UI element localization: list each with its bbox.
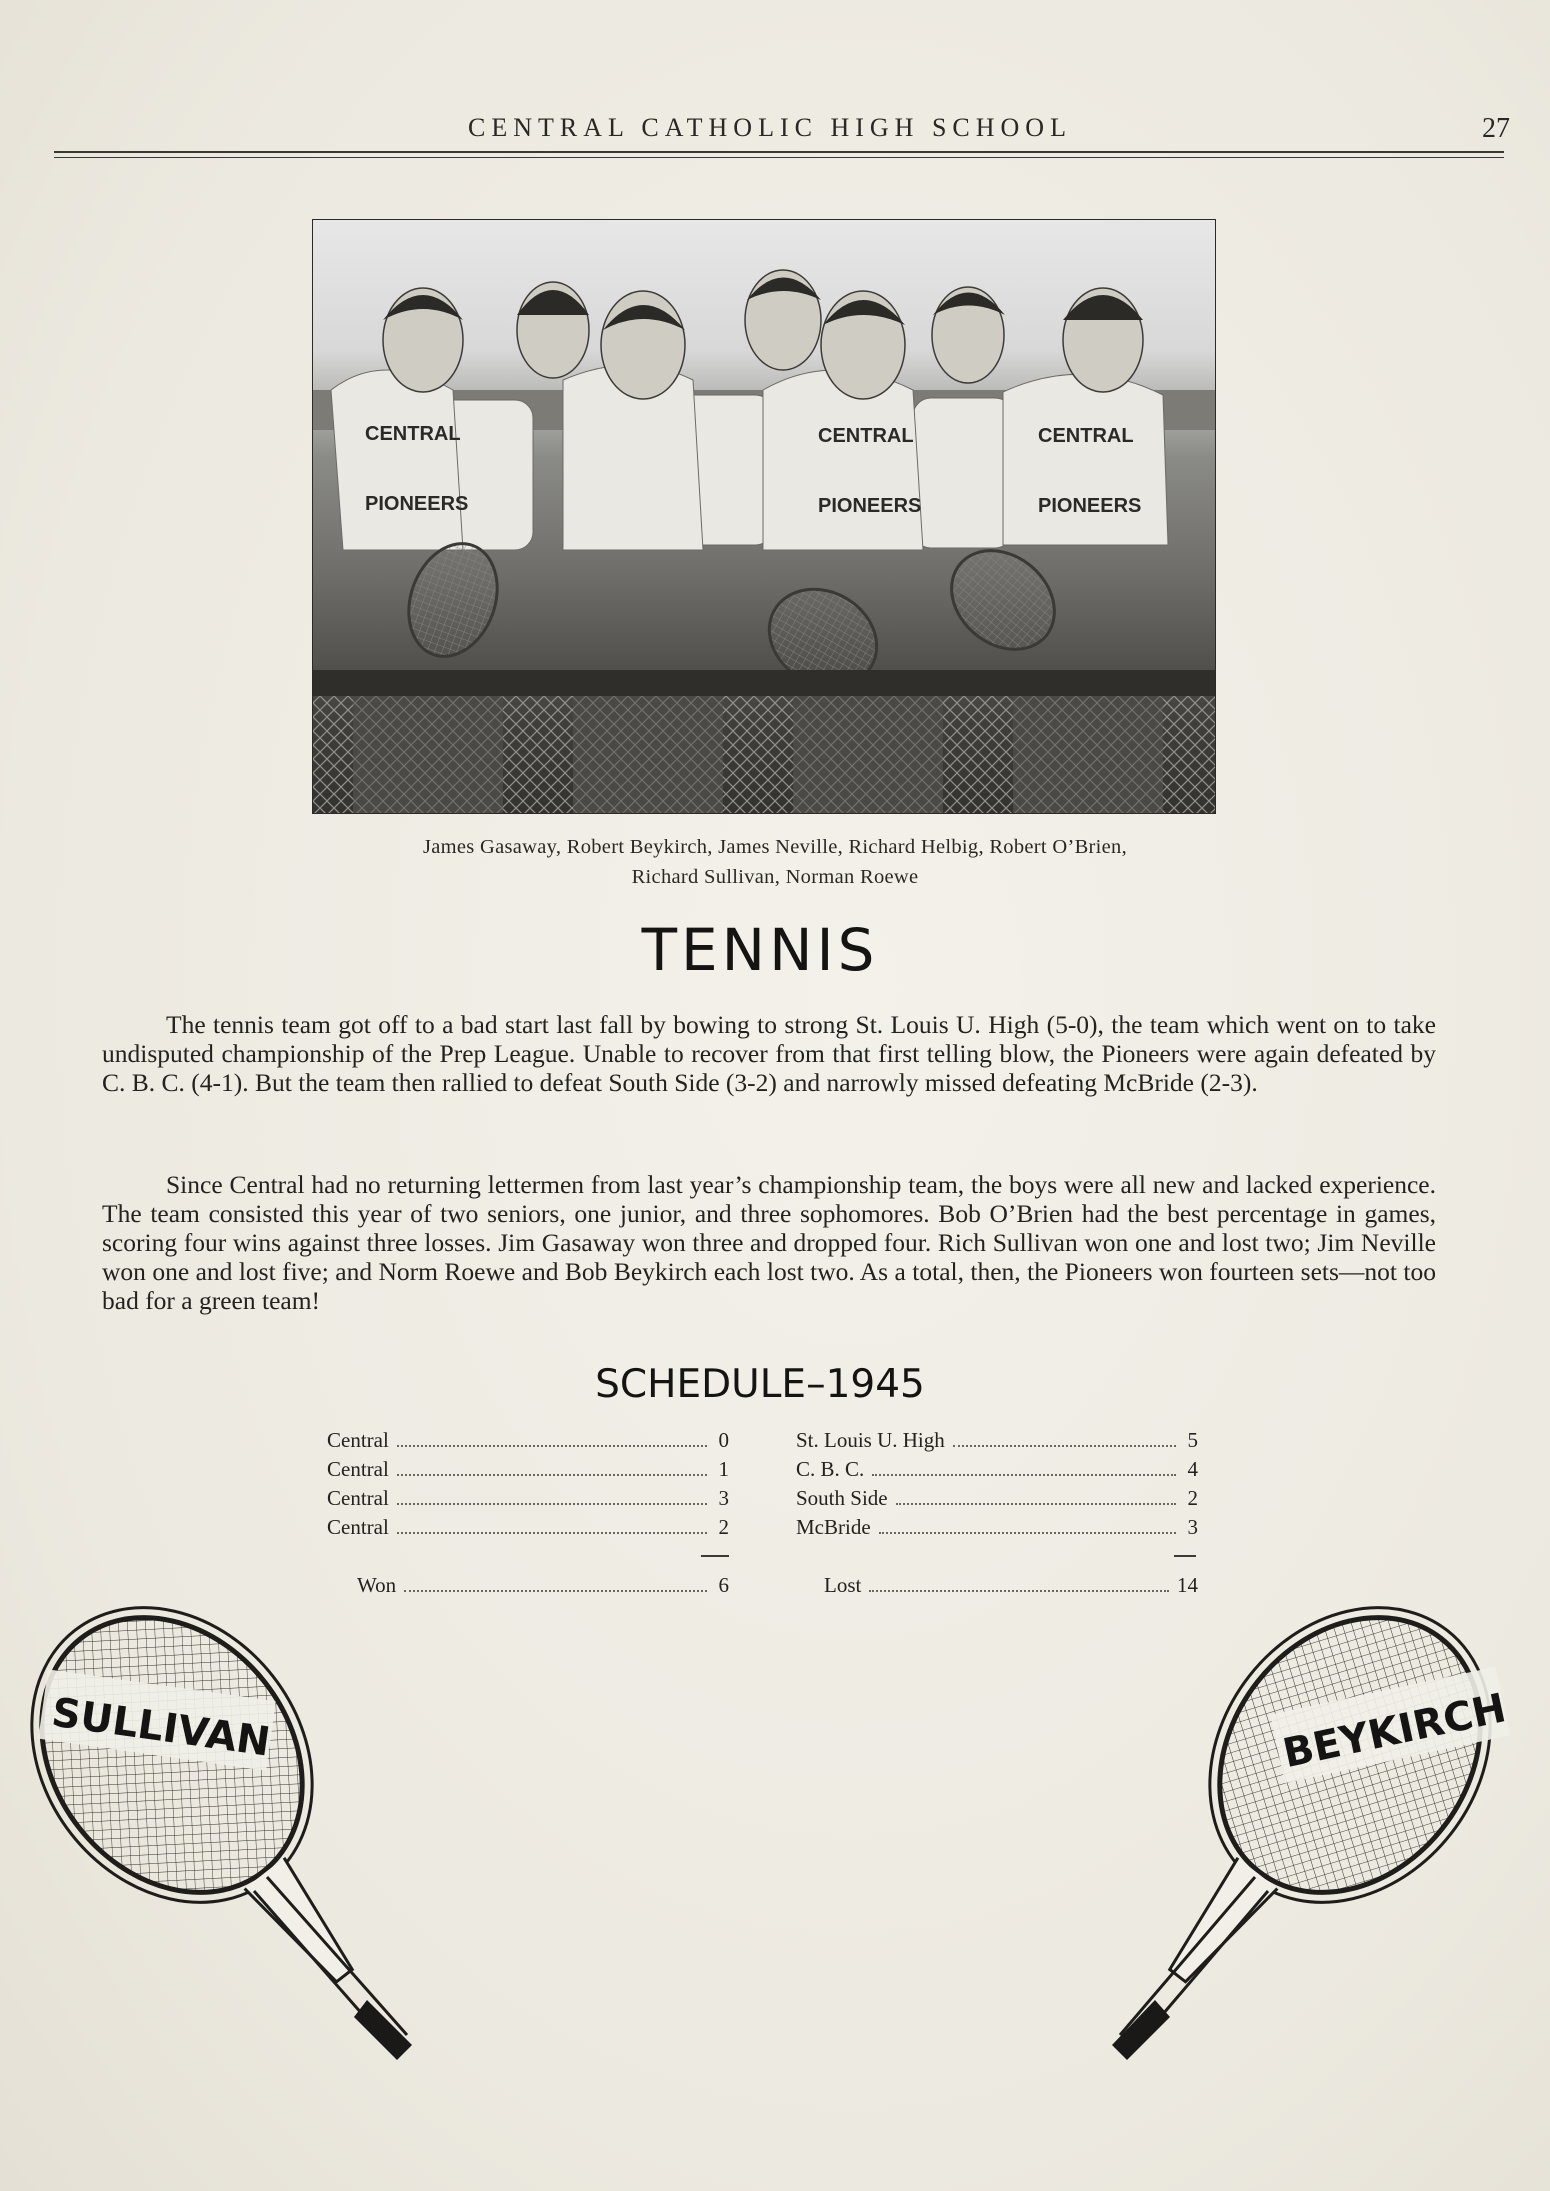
schedule-total-row [824,1573,1198,1601]
schedule-row [327,1486,729,1514]
opponent-score: 5 [1187,1428,1198,1452]
opponent-score: 3 [1187,1515,1198,1539]
dot-leader [872,1474,1176,1476]
opponent-team: St. Louis U. High [796,1428,945,1452]
home-team: Central [327,1486,389,1510]
header-rule-thin [54,157,1504,158]
article-title: TENNIS [641,916,879,984]
schedule-row [796,1515,1198,1543]
dot-leader [397,1532,707,1534]
shirt-text-bottom: PIONEERS [818,495,922,517]
schedule-total-row [357,1573,729,1601]
shirt-text-top: CENTRAL [1038,425,1134,447]
schedule-row [327,1515,729,1543]
team-photo [312,219,1216,814]
article-paragraph: Since Central had no returning lettermen from last year’s championship team, the boys were all new and lacked experience. The team consisted this year of two seniors, one junior, and three sophomores. Bob O’Brien had the best percentage in games, scoring four wins against three losses. Jim Gasaway won three and dropped four. Rich Sullivan won one and lost two; Jim Neville won one and lost five; and Norm Roewe and Bob Beykirch each lost two. As a total, then, the Pioneers won fourteen sets—not too bad for a green team! [102,1170,1436,1315]
page-number: 27 [1482,113,1510,144]
dot-leader [397,1474,707,1476]
schedule-title: SCHEDULE–1945 [595,1362,925,1407]
won-label: Won [357,1573,397,1597]
opponent-score: 2 [1187,1486,1198,1510]
shirt-text-bottom: PIONEERS [1038,495,1142,517]
home-team: Central [327,1515,389,1539]
racket-label-left: SULLIVAN [48,1689,273,1766]
schedule-row [796,1457,1198,1485]
shirt-text-top: CENTRAL [365,423,461,445]
schedule-row [327,1457,729,1485]
home-team: Central [327,1457,389,1481]
home-score: 2 [718,1515,729,1539]
home-score: 0 [718,1428,729,1452]
schedule-row [796,1428,1198,1456]
lost-value: 14 [1177,1573,1198,1597]
won-value: 6 [718,1573,729,1597]
team-photo-illustration [313,220,1215,813]
shirt-text-bottom: PIONEERS [365,493,469,515]
photo-caption-line1: James Gasaway, Robert Beykirch, James Neville, Richard Helbig, Robert O’Brien, [422,836,1128,858]
shirt-text-top: CENTRAL [818,425,914,447]
dot-leader [869,1590,1169,1592]
lost-label: Lost [824,1573,862,1597]
opponent-team: South Side [796,1486,888,1510]
running-head: CENTRAL CATHOLIC HIGH SCHOOL [468,113,1072,142]
schedule-row [327,1428,729,1456]
racket-sullivan-illustration [22,1605,442,2065]
dot-leader [879,1532,1176,1534]
dot-leader [404,1590,707,1592]
opponent-team: C. B. C. [796,1457,865,1481]
total-rule [701,1555,729,1557]
total-rule [1174,1555,1196,1557]
racket-label-right: BEYKIRCH [1279,1685,1510,1778]
dot-leader [896,1503,1176,1505]
photo-caption-line2: Richard Sullivan, Norman Roewe [631,866,919,888]
article-paragraph: The tennis team got off to a bad start last fall by bowing to strong St. Louis U. High (5-0), the team which went on to take undisputed championship of the Prep League. Unable to recover from that first telling blow, the Pioneers were again defeated by C. B. C. (4-1). But the team then rallied to defeat South Side (3-2) and narrowly missed defeating McBride (2-3). [102,1010,1436,1097]
opponent-score: 4 [1187,1457,1198,1481]
home-score: 3 [718,1486,729,1510]
dot-leader [397,1445,707,1447]
dot-leader [397,1503,707,1505]
home-score: 1 [718,1457,729,1481]
opponent-team: McBride [796,1515,871,1539]
home-team: Central [327,1428,389,1452]
schedule-row [796,1486,1198,1514]
dot-leader [953,1445,1176,1447]
header-rule [54,151,1504,153]
racket-beykirch-illustration [1080,1605,1510,2065]
